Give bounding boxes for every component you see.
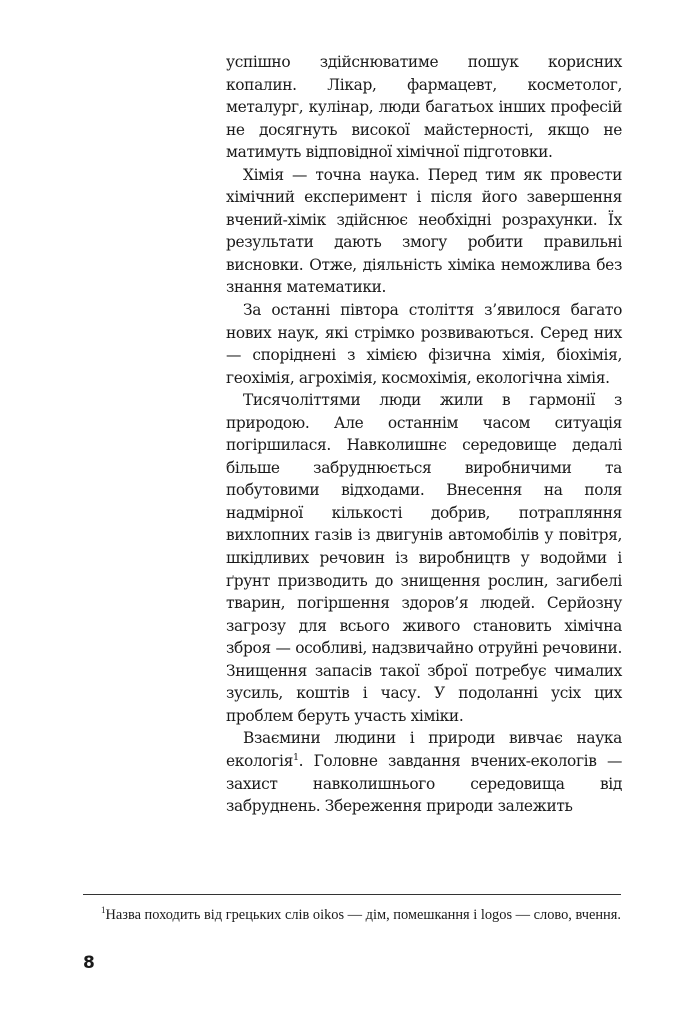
paragraph-3: За останні півтора століття з’явилося багато нових наук, які стрімко розвиваються. Серед них — споріднені з хімією фізична хімія, біохімія, геохімія, агрохімія, космохімія, екологічна хімія. (226, 301, 622, 387)
paragraph-1: успішно здійснюватиме пошук корисних копалин. Лікар, фармацевт, косметолог, металург, кулінар, люди багатьох інших професій не досягнуть високої майстерності, якщо не матимуть відповідної хімічної підготовки. (226, 53, 622, 162)
paragraph-4: Тисячоліттями люди жили в гармонії з природою. Але останнім часом ситуація погіршилася. Навколишнє середовище дедалі більше забруднюється виробничими та побутовими відходами. Внесення на поля надмірної кількості добрив, потрапляння вихлопних газів із двигунів автомобілів у повітря, шкідливих речовин із виробництв у водойми і ґрунт призводить до знищення рослин, загибелі тварин, погіршення здоров’я людей. Серйозну загрозу для всього живого становить хімічна зброя — особливі, надзвичайно отруйні речовини. Знищення запасів такої зброї потребує чималих зусиль, коштів і часу. У подоланні усіх цих проблем беруть участь хіміки. (226, 391, 622, 725)
paragraph-5 (226, 727, 622, 817)
footnote-divider (83, 894, 621, 895)
paragraph-2: Хімія — точна наука. Перед тим як провести хімічний експеримент і після його завершення вчений-хімік здійснює необхідні розрахунки. Їх результати дають змогу робити правильні висновки. Отже, діяльність хіміка неможлива без знання математики. (226, 165, 622, 297)
page-number: 8 (83, 953, 95, 973)
footnote-reference[interactable]: 1 (292, 751, 299, 763)
main-text-column (226, 51, 622, 818)
footnote-mark: 1 (101, 905, 106, 916)
footnote (83, 905, 623, 926)
footnote-text: Назва походить від грецьких слів oikos — дім, помешкання і logos — слово, вчення. (105, 907, 621, 923)
paragraph-5-text-after: . Головне завдання вчених-екологів — захист навколишнього середовища від забруднень. Збереження природи залежить (226, 751, 622, 816)
paragraph-5-text-before: Взаємини людини і природи вивчає наука екологія (226, 729, 622, 770)
